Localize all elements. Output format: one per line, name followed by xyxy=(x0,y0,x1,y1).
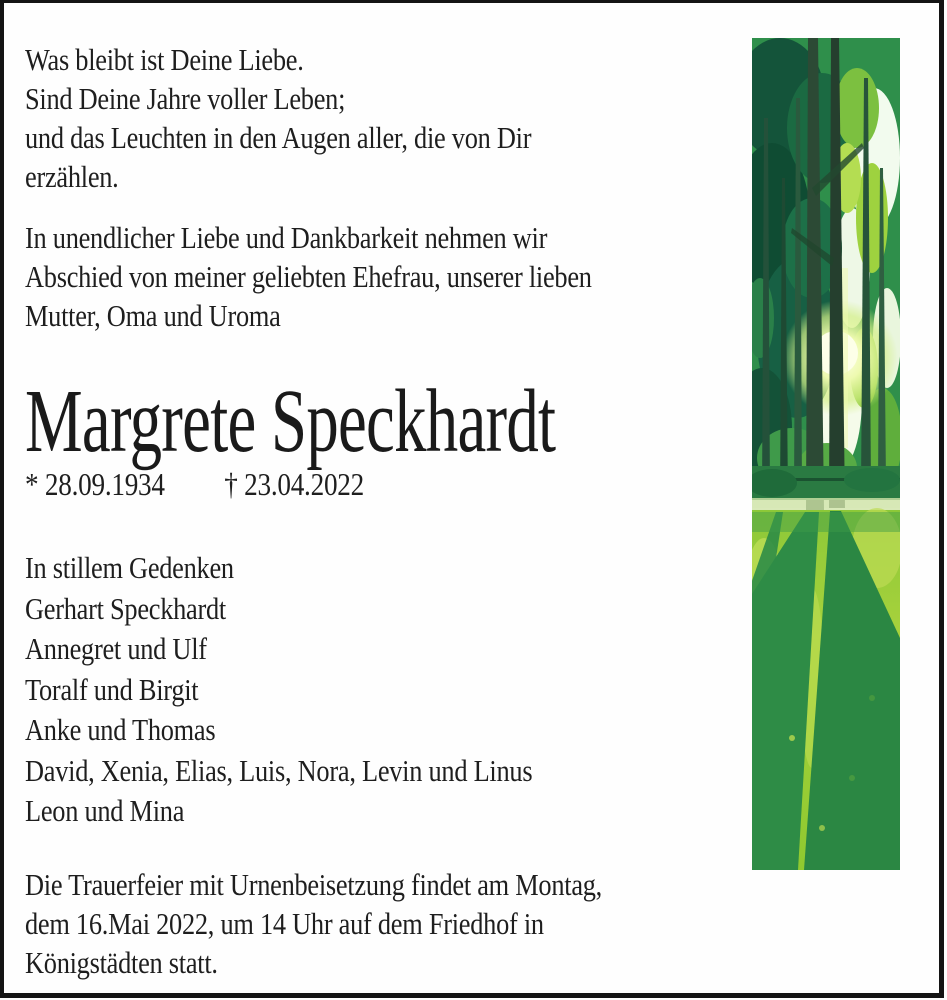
text-line: David, Xenia, Elias, Luis, Nora, Levin und Linus xyxy=(25,752,533,788)
text-line: erzählen. xyxy=(25,159,119,194)
life-dates xyxy=(25,465,364,503)
text-line: Was bleibt ist Deine Liebe. xyxy=(25,42,304,77)
mourners-list xyxy=(25,548,532,832)
death-date: † 23.04.2022 xyxy=(224,466,364,502)
text-line: Anke und Thomas xyxy=(25,712,216,747)
deceased-name: Margrete Speckhardt xyxy=(25,372,556,471)
text-line: Toralf und Birgit xyxy=(25,671,199,707)
text-line: Leon und Mina xyxy=(25,793,185,828)
funeral-details xyxy=(25,865,602,982)
memorial-photo-sunlit-park xyxy=(752,38,900,870)
text-line: Die Trauerfeier mit Urnenbeisetzung findet am Montag, xyxy=(25,867,603,902)
text-line: In unendlicher Liebe und Dankbarkeit nehmen wir xyxy=(25,220,548,255)
text-line: Königstädten statt. xyxy=(25,945,218,980)
text-line: Sind Deine Jahre voller Leben; xyxy=(25,81,346,116)
text-line: dem 16.Mai 2022, um 14 Uhr auf dem Friedhof in xyxy=(25,906,544,941)
text-line: und das Leuchten in den Augen aller, die von Dir xyxy=(25,120,532,155)
birth-date: * 28.09.1934 xyxy=(25,466,165,502)
text-line: Annegret und Ulf xyxy=(25,631,207,666)
memorial-verse xyxy=(25,40,531,196)
text-line: Mutter, Oma und Uroma xyxy=(25,298,281,333)
text-line: Gerhart Speckhardt xyxy=(25,590,227,626)
farewell-intro xyxy=(25,218,592,335)
text-line: In stillem Gedenken xyxy=(25,550,234,585)
text-line: Abschied von meiner geliebten Ehefrau, unserer lieben xyxy=(25,259,592,294)
